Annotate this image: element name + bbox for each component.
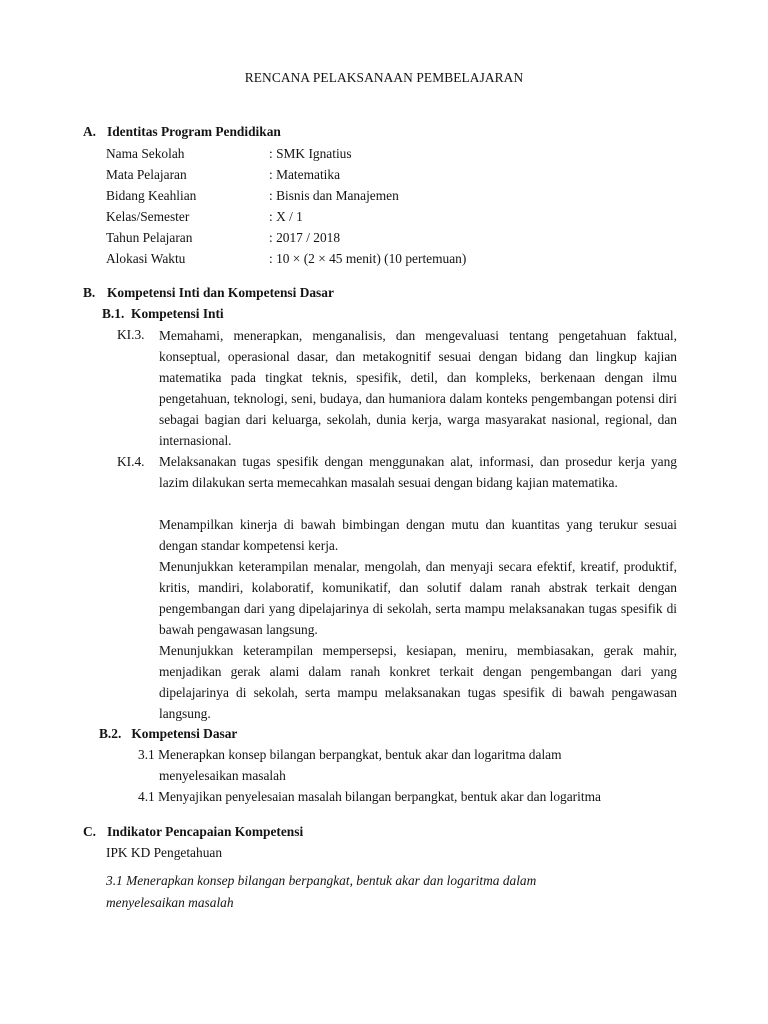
kd-3-1-line1: 3.1 Menerapkan konsep bilangan berpangkat, bentuk akar dan logaritma dalam	[138, 747, 562, 762]
identity-key: Alokasi Waktu	[106, 251, 186, 266]
section-a-label: A.	[83, 124, 97, 139]
identity-key: Mata Pelajaran	[106, 167, 187, 182]
identity-key: Bidang Keahlian	[106, 188, 197, 203]
section-a-title: Identitas Program Pendidikan	[107, 124, 281, 139]
ki4-label: KI.4.	[117, 454, 145, 469]
b1-label: B.1.	[102, 306, 125, 321]
identity-key: Nama Sekolah	[106, 146, 185, 161]
section-b-label: B.	[83, 285, 96, 300]
ipk-item-line1: 3.1 Menerapkan konsep bilangan berpangkat, bentuk akar dan logaritma dalam	[106, 873, 537, 888]
ipk-label: IPK KD Pengetahuan	[106, 845, 223, 860]
section-c-heading	[83, 824, 303, 840]
b2-title: Kompetensi Dasar	[131, 726, 238, 741]
b2-heading	[99, 726, 237, 742]
ki3-label: KI.3.	[117, 327, 145, 342]
identity-value: : Bisnis dan Manajemen	[269, 188, 399, 203]
ki3-text: Memahami, menerapkan, menganalisis, dan mengevaluasi tentang pengetahuan faktual, konseptual, operasional dasar, dan metakognitif sesuai dengan bidang dan lingkup kajian matematika pada tingkat teknis, spesifik, detil, dan kompleks, berkenaan dengan ilmu pengetahuan, teknologi, seni, budaya, dan humaniora dalam konteks pengembangan potensi diri sebagai bagian dari keluarga, sekolah, dunia kerja, warga masyarakat nasional, regional, dan internasional.	[159, 328, 677, 448]
section-c-title: Indikator Pencapaian Kompetensi	[107, 824, 304, 839]
kd-4-1: 4.1 Menyajikan penyelesaian masalah bilangan berpangkat, bentuk akar dan logaritma	[138, 789, 601, 804]
b1-title: Kompetensi Inti	[131, 306, 224, 321]
ki4-paragraph: Menampilkan kinerja di bawah bimbingan dengan mutu dan kuantitas yang terukur sesuai dengan standar kompetensi kerja.	[159, 517, 677, 553]
section-b-title: Kompetensi Inti dan Kompetensi Dasar	[107, 285, 334, 300]
ki4-paragraph: Menunjukkan keterampilan menalar, mengolah, dan menyaji secara efektif, kreatif, produktif, kritis, mandiri, kolaboratif, komunikatif, dan solutif dalam ranah abstrak terkait dengan pengembangan dari yang dipelajarinya di sekolah, serta mampu melaksanakan tugas spesifik di bawah pengawasan langsung.	[159, 559, 677, 637]
identity-value: : Matematika	[269, 167, 341, 182]
section-a-heading	[83, 124, 281, 140]
kd-3-1-line2: menyelesaikan masalah	[159, 768, 286, 783]
ki4-paragraph: Menunjukkan keterampilan mempersepsi, kesiapan, meniru, membiasakan, gerak mahir, menjadikan gerak alami dalam ranah konkret terkait dengan pengembangan dari yang dipelajarinya di sekolah, serta mampu melaksanakan tugas spesifik di bawah pengawasan langsung.	[159, 643, 677, 721]
section-b-heading	[83, 285, 334, 301]
identity-key: Tahun Pelajaran	[106, 230, 193, 245]
identity-value: : SMK Ignatius	[269, 146, 352, 161]
ipk-item-line2: menyelesaikan masalah	[106, 895, 234, 910]
ki4-paragraph: Melaksanakan tugas spesifik dengan menggunakan alat, informasi, dan prosedur kerja yang lazim dilakukan serta memecahkan masalah sesuai dengan bidang kajian matematika.	[159, 454, 677, 490]
section-c-label: C.	[83, 824, 97, 839]
identity-key: Kelas/Semester	[106, 209, 190, 224]
b2-label: B.2.	[99, 726, 122, 741]
identity-value: : 10 × (2 × 45 menit) (10 pertemuan)	[269, 251, 467, 266]
identity-value: : X / 1	[269, 209, 303, 224]
b1-heading	[102, 306, 224, 322]
identity-value: : 2017 / 2018	[269, 230, 341, 245]
document-title: RENCANA PELAKSANAAN PEMBELAJARAN	[244, 70, 524, 85]
ipk-item	[106, 870, 626, 914]
